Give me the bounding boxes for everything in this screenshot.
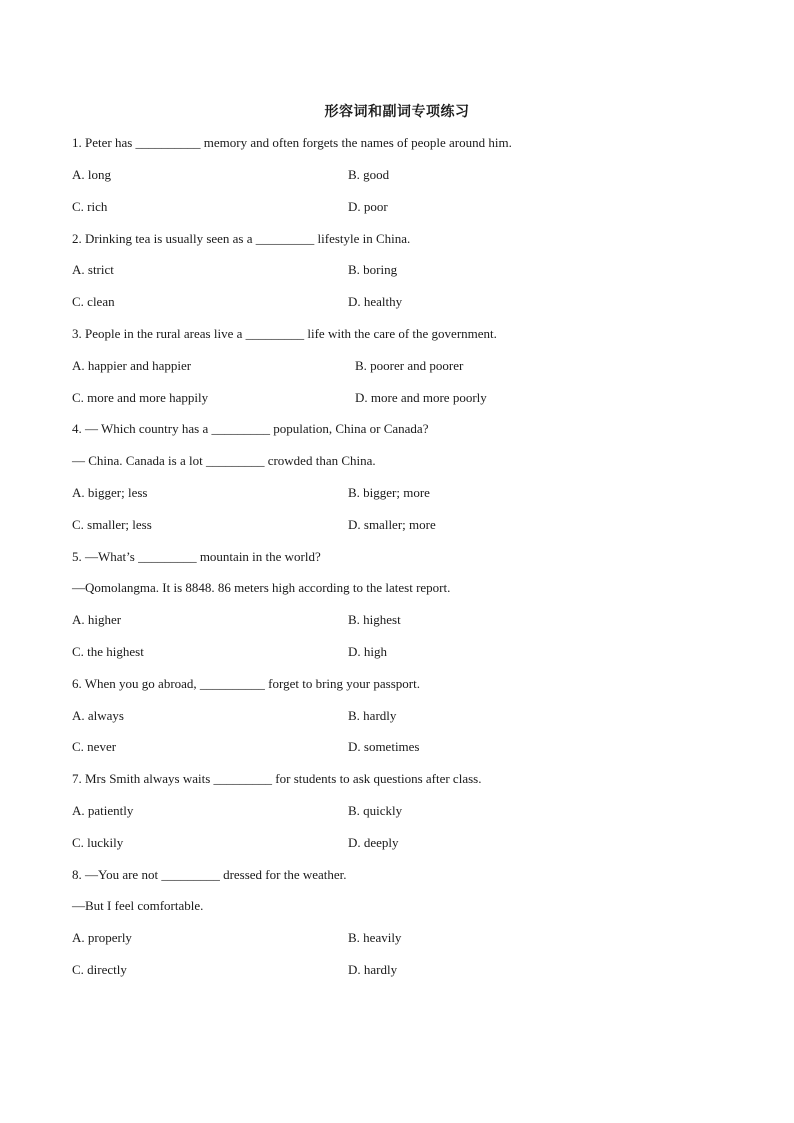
question-7-option-b: B. quickly xyxy=(348,803,403,818)
question-1-stem: 1. Peter has __________ memory and often forgets the names of people around him. xyxy=(72,135,512,150)
question-8-stem-reply: —But I feel comfortable. xyxy=(72,898,204,913)
question-6-option-a: A. always xyxy=(72,708,124,723)
question-4-option-c: C. smaller; less xyxy=(72,517,152,532)
question-6-option-d: D. sometimes xyxy=(348,739,420,754)
question-7-option-a: A. patiently xyxy=(72,803,134,818)
question-8-option-d: D. hardly xyxy=(348,962,398,977)
question-3-option-b: B. poorer and poorer xyxy=(355,358,464,373)
question-5-stem-reply: —Qomolangma. It is 8848. 86 meters high according to the latest report. xyxy=(72,580,451,595)
question-5-option-b: B. highest xyxy=(348,612,401,627)
page-title: 形容词和副词专项练习 xyxy=(324,105,470,120)
question-2-option-b: B. boring xyxy=(348,262,398,277)
question-2-option-c: C. clean xyxy=(72,294,115,309)
question-4-option-d: D. smaller; more xyxy=(348,517,436,532)
question-1-option-d: D. poor xyxy=(348,199,388,214)
question-5-stem: 5. —What’s _________ mountain in the world? xyxy=(72,549,321,564)
question-3-stem: 3. People in the rural areas live a _________ life with the care of the government. xyxy=(72,326,497,341)
question-2-option-d: D. healthy xyxy=(348,294,403,309)
question-4-option-b: B. bigger; more xyxy=(348,485,430,500)
question-7-option-d: D. deeply xyxy=(348,835,399,850)
question-5-option-d: D. high xyxy=(348,644,387,659)
question-8-stem: 8. —You are not _________ dressed for the weather. xyxy=(72,867,347,882)
question-2-option-a: A. strict xyxy=(72,262,114,277)
question-8-option-a: A. properly xyxy=(72,930,132,945)
question-1-option-b: B. good xyxy=(348,167,390,182)
question-2-stem: 2. Drinking tea is usually seen as a _________ lifestyle in China. xyxy=(72,231,411,246)
question-6-option-c: C. never xyxy=(72,739,117,754)
question-5-option-c: C. the highest xyxy=(72,644,144,659)
question-6-stem: 6. When you go abroad, __________ forget to bring your passport. xyxy=(72,676,420,691)
question-3-option-a: A. happier and happier xyxy=(72,358,192,373)
question-7-stem: 7. Mrs Smith always waits _________ for students to ask questions after class. xyxy=(72,771,482,786)
question-1-option-c: C. rich xyxy=(72,199,108,214)
question-8-option-b: B. heavily xyxy=(348,930,402,945)
question-3-option-d: D. more and more poorly xyxy=(355,390,487,405)
question-8-option-c: C. directly xyxy=(72,962,127,977)
question-4-option-a: A. bigger; less xyxy=(72,485,148,500)
question-5-option-a: A. higher xyxy=(72,612,122,627)
question-4-stem: 4. — Which country has a _________ population, China or Canada? xyxy=(72,421,429,436)
question-4-stem-reply: — China. Canada is a lot _________ crowded than China. xyxy=(72,453,376,468)
question-7-option-c: C. luckily xyxy=(72,835,124,850)
question-1-option-a: A. long xyxy=(72,167,111,182)
question-6-option-b: B. hardly xyxy=(348,708,397,723)
question-3-option-c: C. more and more happily xyxy=(72,390,209,405)
